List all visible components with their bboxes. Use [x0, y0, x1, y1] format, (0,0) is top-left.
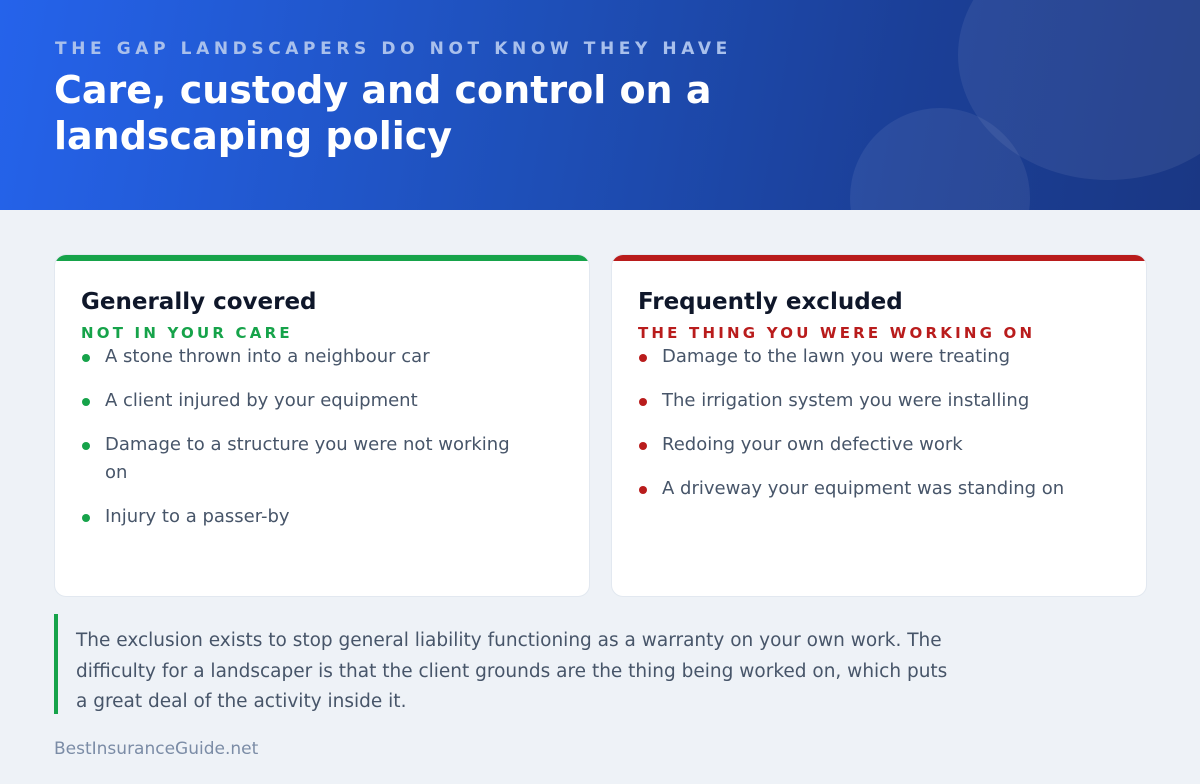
bullet-dot-icon — [82, 354, 90, 362]
list-item — [638, 431, 1068, 459]
bullet-dot-icon — [639, 354, 647, 362]
header-banner — [0, 0, 1200, 210]
list-item — [81, 343, 511, 371]
list-item-text: Damage to a structure you were not working on — [105, 434, 510, 483]
excluded-list — [638, 343, 1068, 519]
list-item — [638, 387, 1068, 415]
list-item — [81, 431, 511, 487]
list-item-text: A driveway your equipment was standing on — [662, 478, 1065, 499]
list-item — [81, 503, 511, 531]
card-title: Generally covered — [81, 289, 317, 315]
card-subtitle: NOT IN YOUR CARE — [81, 324, 293, 342]
page-title: Care, custody and control on a landscaping policy — [54, 68, 712, 158]
card-title: Frequently excluded — [638, 289, 903, 315]
bullet-dot-icon — [639, 442, 647, 450]
list-item-text: Damage to the lawn you were treating — [662, 346, 1011, 367]
bullet-dot-icon — [639, 398, 647, 406]
list-item-text: A stone thrown into a neighbour car — [105, 346, 430, 367]
bullet-dot-icon — [639, 486, 647, 494]
list-item — [638, 343, 1068, 371]
card-subtitle: THE THING YOU WERE WORKING ON — [638, 324, 1036, 342]
excluded-card — [611, 254, 1147, 597]
bullet-dot-icon — [82, 442, 90, 450]
list-item-text: The irrigation system you were installing — [662, 390, 1030, 411]
eyebrow-text: THE GAP LANDSCAPERS DO NOT KNOW THEY HAVE — [55, 39, 732, 59]
list-item-text: A client injured by your equipment — [105, 390, 418, 411]
card-accent-bar — [55, 255, 589, 261]
list-item — [638, 475, 1068, 503]
list-item — [81, 387, 511, 415]
covered-list — [81, 343, 511, 547]
explanation-callout — [54, 614, 954, 714]
bullet-dot-icon — [82, 398, 90, 406]
card-accent-bar — [612, 255, 1146, 261]
callout-text: The exclusion exists to stop general liability functioning as a warranty on your own work. The difficulty for a landscaper is that the client grounds are the thing being worked on, which puts a great deal of the activity inside it. — [76, 630, 948, 712]
list-item-text: Injury to a passer-by — [105, 506, 290, 527]
list-item-text: Redoing your own defective work — [662, 434, 963, 455]
bullet-dot-icon — [82, 514, 90, 522]
covered-card — [54, 254, 590, 597]
footer-brand: BestInsuranceGuide.net — [54, 739, 259, 759]
